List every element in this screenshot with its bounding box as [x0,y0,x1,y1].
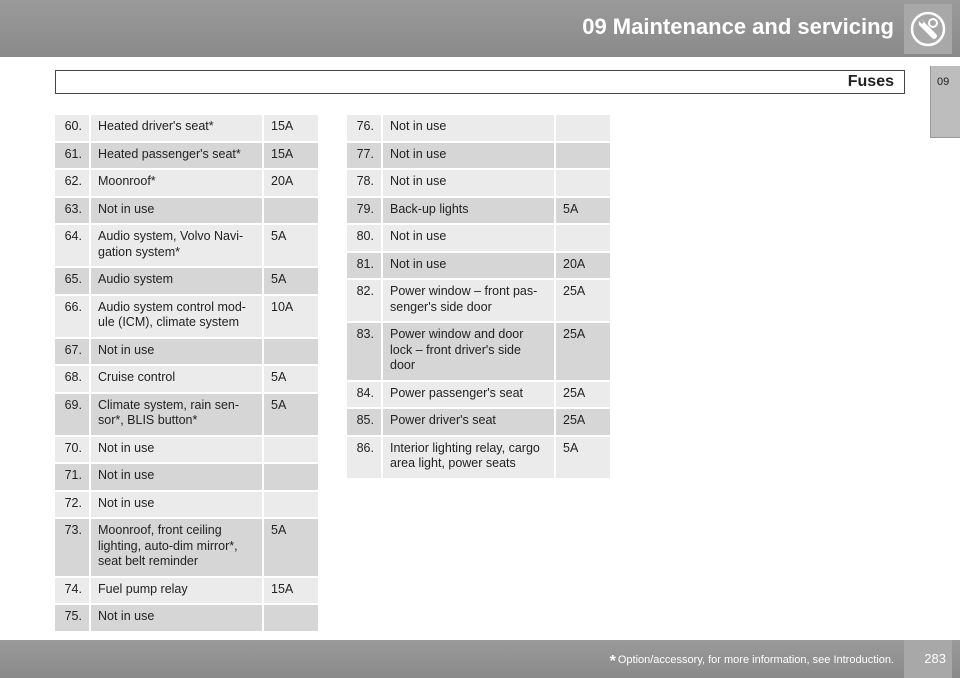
fuse-description: Back-up lights [383,198,556,226]
fuse-number: 75. [55,605,91,633]
fuse-description: Not in use [383,170,556,198]
fuse-amperage: 20A [556,253,612,281]
fuse-description: Power window and door lock – front driver's side door [383,323,556,382]
fuse-amperage [264,339,320,367]
fuse-row [55,198,320,226]
fuse-table-right [347,115,612,480]
fuse-row [347,253,612,281]
fuse-description: Heated passenger's seat* [91,143,264,171]
fuse-description: Climate system, rain sen- sor*, BLIS button* [91,394,264,437]
fuse-amperage: 5A [556,198,612,226]
fuse-row [55,394,320,437]
fuse-number: 65. [55,268,91,296]
fuse-amperage: 5A [264,519,320,578]
fuse-amperage: 5A [264,268,320,296]
section-title: Fuses [847,73,894,90]
fuse-row [55,268,320,296]
fuse-description: Not in use [91,437,264,465]
fuse-number: 61. [55,143,91,171]
fuse-amperage [556,170,612,198]
chapter-tab-label: 09 [937,76,950,88]
fuse-row [347,323,612,382]
fuse-number: 76. [347,115,383,143]
fuse-row [55,143,320,171]
fuse-amperage: 5A [556,437,612,480]
fuse-amperage [556,115,612,143]
fuse-amperage: 25A [556,382,612,410]
fuse-row [347,170,612,198]
fuse-number: 84. [347,382,383,410]
fuse-row [55,437,320,465]
fuse-number: 68. [55,366,91,394]
fuse-number: 77. [347,143,383,171]
fuse-row [55,464,320,492]
fuse-number: 69. [55,394,91,437]
fuse-description: Power driver's seat [383,409,556,437]
fuse-description: Fuel pump relay [91,578,264,606]
fuse-amperage: 10A [264,296,320,339]
fuse-number: 67. [55,339,91,367]
fuse-description: Moonroof, front ceiling lighting, auto-dim mirror*, seat belt reminder [91,519,264,578]
fuse-amperage [264,464,320,492]
fuse-number: 86. [347,437,383,480]
fuse-row [55,225,320,268]
fuse-description: Interior lighting relay, cargo area light, power seats [383,437,556,480]
fuse-amperage: 5A [264,394,320,437]
fuse-description: Not in use [91,198,264,226]
fuse-row [55,366,320,394]
chapter-tab[interactable] [930,66,960,138]
fuse-description: Not in use [383,143,556,171]
fuse-description: Audio system control mod- ule (ICM), climate system [91,296,264,339]
footnote-star: * [609,653,616,670]
fuse-row [55,519,320,578]
fuse-number: 85. [347,409,383,437]
fuse-row [347,198,612,226]
fuse-row [347,437,612,480]
section-header [55,70,905,94]
fuse-row [347,409,612,437]
fuse-row [347,115,612,143]
fuse-number: 79. [347,198,383,226]
fuse-amperage [556,143,612,171]
fuse-amperage: 20A [264,170,320,198]
fuse-number: 83. [347,323,383,382]
fuse-description: Moonroof* [91,170,264,198]
footnote-text: Option/accessory, for more information, see Introduction. [617,654,894,666]
fuse-description: Not in use [91,492,264,520]
fuse-description: Not in use [91,339,264,367]
fuse-description: Not in use [383,225,556,253]
chapter-icon-box [904,4,952,54]
chapter-title: 09 Maintenance and servicing [582,14,894,39]
fuse-row [55,296,320,339]
fuse-number: 63. [55,198,91,226]
footer-note [610,653,894,671]
fuse-description: Cruise control [91,366,264,394]
fuse-amperage: 25A [556,409,612,437]
fuse-description: Audio system [91,268,264,296]
fuse-row [347,225,612,253]
fuse-description: Heated driver's seat* [91,115,264,143]
fuse-table-left [55,115,320,633]
fuse-number: 66. [55,296,91,339]
fuse-number: 72. [55,492,91,520]
wrench-gear-icon [909,10,947,48]
fuse-row [55,578,320,606]
fuse-amperage [264,492,320,520]
fuse-row [55,605,320,633]
fuse-amperage [264,198,320,226]
fuse-amperage: 25A [556,280,612,323]
fuse-row [55,115,320,143]
fuse-number: 70. [55,437,91,465]
fuse-amperage: 5A [264,225,320,268]
fuse-row [55,339,320,367]
fuse-amperage [264,605,320,633]
fuse-amperage: 5A [264,366,320,394]
fuse-row [55,170,320,198]
fuse-number: 80. [347,225,383,253]
fuse-description: Not in use [91,464,264,492]
fuse-amperage [556,225,612,253]
fuse-description: Not in use [383,115,556,143]
fuse-description: Power window – front pas- senger's side door [383,280,556,323]
fuse-number: 81. [347,253,383,281]
fuse-number: 62. [55,170,91,198]
fuse-row [347,143,612,171]
fuse-number: 71. [55,464,91,492]
fuse-number: 64. [55,225,91,268]
fuse-number: 74. [55,578,91,606]
fuse-row [55,492,320,520]
fuse-amperage: 15A [264,115,320,143]
fuse-number: 78. [347,170,383,198]
fuse-number: 73. [55,519,91,578]
fuse-description: Not in use [383,253,556,281]
fuse-description: Power passenger's seat [383,382,556,410]
fuse-number: 82. [347,280,383,323]
fuse-amperage: 25A [556,323,612,382]
fuse-row [347,382,612,410]
fuse-number: 60. [55,115,91,143]
header-bar [0,0,960,57]
fuse-description: Audio system, Volvo Navi- gation system* [91,225,264,268]
fuse-amperage: 15A [264,143,320,171]
fuse-amperage [264,437,320,465]
page-number: 283 [924,651,946,666]
footer-bar [0,640,960,678]
fuse-row [347,280,612,323]
fuse-description: Not in use [91,605,264,633]
fuse-amperage: 15A [264,578,320,606]
